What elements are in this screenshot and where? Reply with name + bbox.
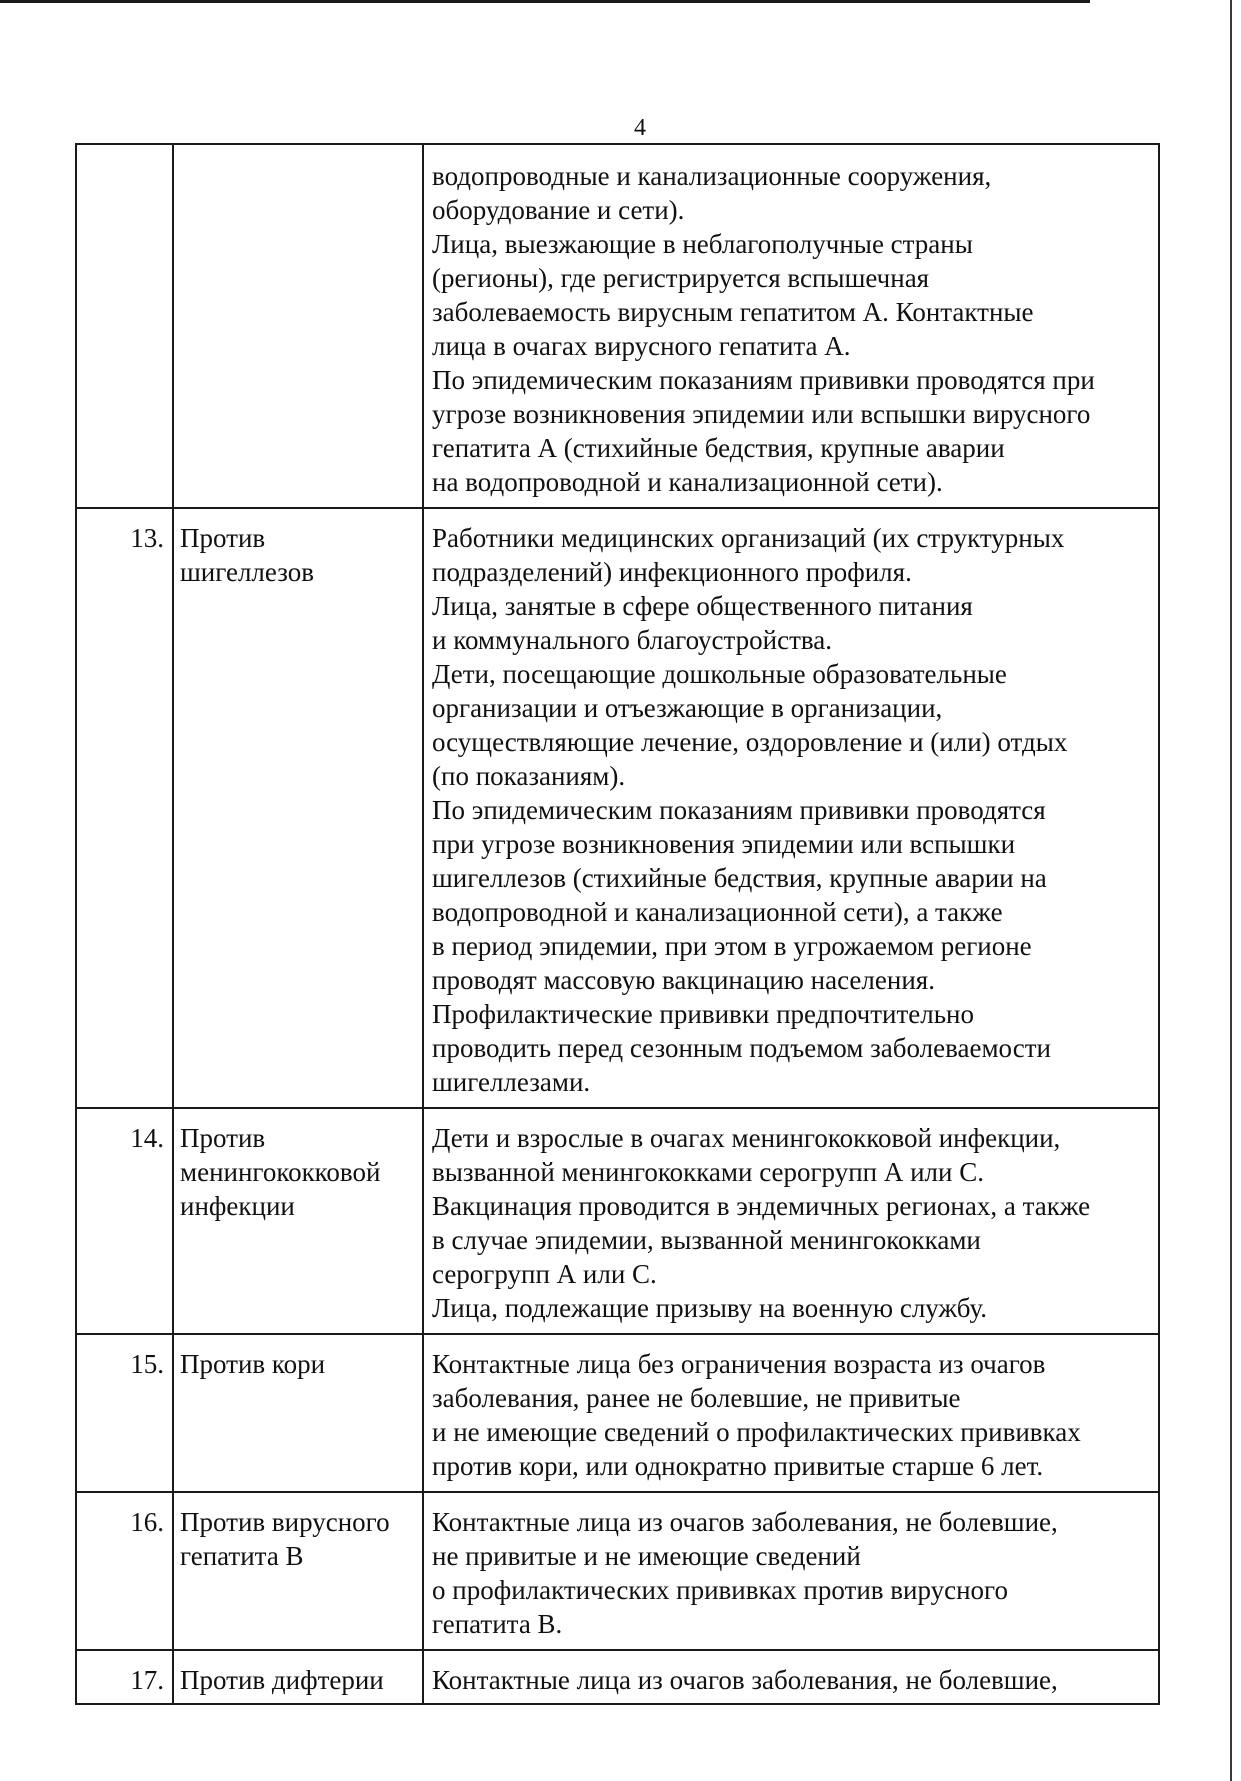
vaccine-name-cell — [173, 1650, 423, 1704]
target-groups-cell — [423, 508, 1159, 1108]
target-groups-line: Контактные лица без ограничения возраста из очагов — [432, 1349, 1046, 1379]
target-groups-cell — [423, 1650, 1159, 1704]
target-groups-line: в период эпидемии, при этом в угрожаемом регионе — [432, 931, 1032, 961]
target-groups-line: и коммунального благоустройства. — [432, 625, 833, 655]
target-groups-line: при угрозе возникновения эпидемии или вспышки — [432, 829, 1016, 859]
target-groups-line: подразделений) инфекционного профиля. — [432, 557, 912, 587]
table-body — [76, 144, 1159, 1704]
target-groups-cell — [423, 1492, 1159, 1650]
row-number: 15. — [130, 1349, 164, 1379]
row-number-cell — [76, 1334, 173, 1492]
target-groups-line: проводят массовую вакцинацию населения. — [432, 965, 935, 995]
table-row — [76, 1108, 1159, 1334]
vaccine-name-line: шигеллезов — [180, 557, 314, 587]
target-groups-cell — [423, 1334, 1159, 1492]
target-groups-line: гепатита В. — [432, 1609, 563, 1639]
target-groups-line: Контактные лица из очагов заболевания, не болевшие, — [432, 1507, 1058, 1537]
target-groups-line: Лица, занятые в сфере общественного питания — [432, 591, 973, 621]
target-groups-line: Дети и взрослые в очагах менингококковой инфекции, — [432, 1123, 1061, 1153]
row-number: 16. — [130, 1507, 164, 1537]
target-groups-line: Контактные лица из очагов заболевания, не болевшие, — [432, 1665, 1058, 1695]
target-groups-line: о профилактических прививках против вирусного — [432, 1575, 1008, 1605]
target-groups-line: вызванной менингококками серогрупп А или С. — [432, 1157, 984, 1187]
vaccine-name-cell — [173, 1492, 423, 1650]
target-groups-line: гепатита А (стихийные бедствия, крупные аварии — [432, 433, 1005, 463]
row-number: 14. — [130, 1123, 164, 1153]
scan-right-edge — [1230, 0, 1232, 1781]
target-groups-line: проводить перед сезонным подъемом заболеваемости — [432, 1033, 1051, 1063]
target-groups-line: не привитые и не имеющие сведений — [432, 1541, 861, 1571]
row-number-cell — [76, 1492, 173, 1650]
target-groups-line: Дети, посещающие дошкольные образовательные — [432, 659, 1007, 689]
vaccine-name-line: Против дифтерии — [180, 1665, 384, 1695]
table-row — [76, 1334, 1159, 1492]
target-groups-line: в случае эпидемии, вызванной менингококками — [432, 1225, 981, 1255]
target-groups-line: оборудование и сети). — [432, 195, 685, 225]
scan-top-edge — [0, 0, 1090, 3]
target-groups-line: осуществляющие лечение, оздоровление и (или) отдых — [432, 727, 1068, 757]
vaccine-name-line: Против кори — [180, 1349, 326, 1379]
target-groups-line: против кори, или однократно привитые старше 6 лет. — [432, 1451, 1044, 1481]
target-groups-line: организации и отъезжающие в организации, — [432, 693, 943, 723]
target-groups-line: лица в очагах вирусного гепатита А. — [432, 331, 851, 361]
target-groups-line: Лица, выезжающие в неблагополучные страны — [432, 229, 973, 259]
row-number-cell — [76, 144, 173, 508]
target-groups-line: По эпидемическим показаниям прививки проводятся — [432, 795, 1046, 825]
target-groups-line: серогрупп А или С. — [432, 1259, 657, 1289]
target-groups-line: заболевания, ранее не болевшие, не привитые — [432, 1383, 961, 1413]
vaccine-name-cell — [173, 1108, 423, 1334]
target-groups-line: шигеллезов (стихийные бедствия, крупные аварии на — [432, 863, 1047, 893]
target-groups-line: (регионы), где регистрируется вспышечная — [432, 263, 930, 293]
row-number-cell — [76, 508, 173, 1108]
vaccine-name-line: менингококковой — [180, 1157, 381, 1187]
table-row — [76, 144, 1159, 508]
row-number-cell — [76, 1108, 173, 1334]
row-number: 13. — [130, 523, 164, 553]
table-row — [76, 508, 1159, 1108]
target-groups-line: водопроводной и канализационной сети), а также — [432, 897, 1003, 927]
vaccine-name-line: Против — [180, 1123, 266, 1153]
target-groups-line: Работники медицинских организаций (их структурных — [432, 523, 1065, 553]
vaccine-name-cell — [173, 144, 423, 508]
target-groups-line: Профилактические прививки предпочтительно — [432, 999, 975, 1029]
vaccine-name-cell — [173, 508, 423, 1108]
vaccine-name-line: инфекции — [180, 1191, 295, 1221]
target-groups-line: на водопроводной и канализационной сети). — [432, 467, 943, 497]
target-groups-cell — [423, 144, 1159, 508]
vaccination-table — [75, 143, 1160, 1705]
target-groups-line: Вакцинация проводится в эндемичных регионах, а также — [432, 1191, 1091, 1221]
table-row — [76, 1492, 1159, 1650]
target-groups-line: заболеваемость вирусным гепатитом А. Контактные — [432, 297, 1034, 327]
vaccine-name-line: Против — [180, 523, 266, 553]
vaccine-name-line: гепатита В — [180, 1541, 304, 1571]
page-number: 4 — [634, 115, 646, 141]
target-groups-line: водопроводные и канализационные сооружения, — [432, 161, 992, 191]
target-groups-line: и не имеющие сведений о профилактических прививках — [432, 1417, 1081, 1447]
target-groups-line: Лица, подлежащие призыву на военную службу. — [432, 1293, 987, 1323]
row-number: 17. — [130, 1665, 164, 1695]
vaccine-name-cell — [173, 1334, 423, 1492]
vaccine-name-line: Против вирусного — [180, 1507, 390, 1537]
target-groups-line: шигеллезами. — [432, 1067, 591, 1097]
table-row — [76, 1650, 1159, 1704]
target-groups-line: угрозе возникновения эпидемии или вспышки вирусного — [432, 399, 1091, 429]
row-number-cell — [76, 1650, 173, 1704]
target-groups-line: По эпидемическим показаниям прививки проводятся при — [432, 365, 1095, 395]
target-groups-line: (по показаниям). — [432, 761, 626, 791]
target-groups-cell — [423, 1108, 1159, 1334]
